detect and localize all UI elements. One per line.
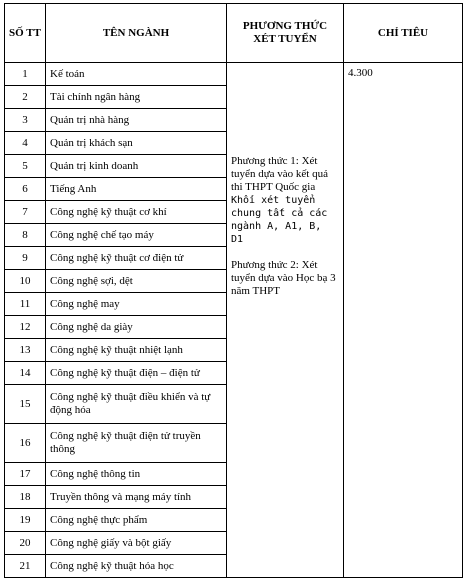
exam-blocks-text: Khối xét tuyển chung tất cả các ngành A, A1, B, D1 — [231, 195, 328, 245]
row-number: 3 — [5, 109, 46, 132]
major-name: Công nghệ chế tạo máy — [46, 224, 227, 247]
major-name: Quản trị nhà hàng — [46, 109, 227, 132]
major-name: Truyền thông và mạng máy tính — [46, 486, 227, 509]
row-number: 15 — [5, 385, 46, 424]
method-2-text: Phương thức 2: Xét tuyển dựa vào Học bạ 3 năm THPT — [231, 259, 336, 297]
header-stt: SỐ TT — [5, 4, 46, 63]
row-number: 11 — [5, 293, 46, 316]
header-name: TÊN NGÀNH — [46, 4, 227, 63]
major-name: Công nghệ thông tin — [46, 463, 227, 486]
admissions-table — [4, 3, 463, 578]
major-name: Công nghệ kỹ thuật cơ khí — [46, 201, 227, 224]
admission-method-cell — [227, 63, 344, 578]
major-name: Tiếng Anh — [46, 178, 227, 201]
header-quota: CHỈ TIÊU — [344, 4, 463, 63]
major-name: Công nghệ giấy và bột giấy — [46, 532, 227, 555]
table-row — [5, 63, 463, 86]
row-number: 20 — [5, 532, 46, 555]
row-number: 21 — [5, 555, 46, 578]
major-name: Tài chính ngân hàng — [46, 86, 227, 109]
row-number: 8 — [5, 224, 46, 247]
row-number: 6 — [5, 178, 46, 201]
row-number: 17 — [5, 463, 46, 486]
row-number: 12 — [5, 316, 46, 339]
major-name: Công nghệ kỹ thuật điện tử truyền thông — [46, 424, 227, 463]
major-name: Công nghệ may — [46, 293, 227, 316]
row-number: 18 — [5, 486, 46, 509]
header-method: PHƯƠNG THỨC XÉT TUYỂN — [227, 4, 344, 63]
major-name: Công nghệ kỹ thuật cơ điện tử — [46, 247, 227, 270]
row-number: 5 — [5, 155, 46, 178]
major-name: Công nghệ thực phẩm — [46, 509, 227, 532]
row-number: 7 — [5, 201, 46, 224]
row-number: 10 — [5, 270, 46, 293]
method-1-text: Phương thức 1: Xét tuyển dựa vào kết quả thi THPT Quốc gia — [231, 155, 328, 193]
spacer — [231, 246, 339, 259]
row-number: 4 — [5, 132, 46, 155]
row-number: 19 — [5, 509, 46, 532]
major-name: Quản trị khách sạn — [46, 132, 227, 155]
major-name: Công nghệ kỹ thuật điện – điện tử — [46, 362, 227, 385]
row-number: 2 — [5, 86, 46, 109]
major-name: Quản trị kinh doanh — [46, 155, 227, 178]
major-name: Công nghệ sợi, dệt — [46, 270, 227, 293]
major-name: Công nghệ kỹ thuật điều khiển và tự động hóa — [46, 385, 227, 424]
header-row — [5, 4, 463, 63]
quota-value: 4.300 — [344, 63, 463, 578]
row-number: 13 — [5, 339, 46, 362]
row-number: 14 — [5, 362, 46, 385]
row-number: 16 — [5, 424, 46, 463]
major-name: Công nghệ da giày — [46, 316, 227, 339]
major-name: Công nghệ kỹ thuật nhiệt lạnh — [46, 339, 227, 362]
row-number: 9 — [5, 247, 46, 270]
major-name: Công nghệ kỹ thuật hóa học — [46, 555, 227, 578]
major-name: Kế toán — [46, 63, 227, 86]
row-number: 1 — [5, 63, 46, 86]
